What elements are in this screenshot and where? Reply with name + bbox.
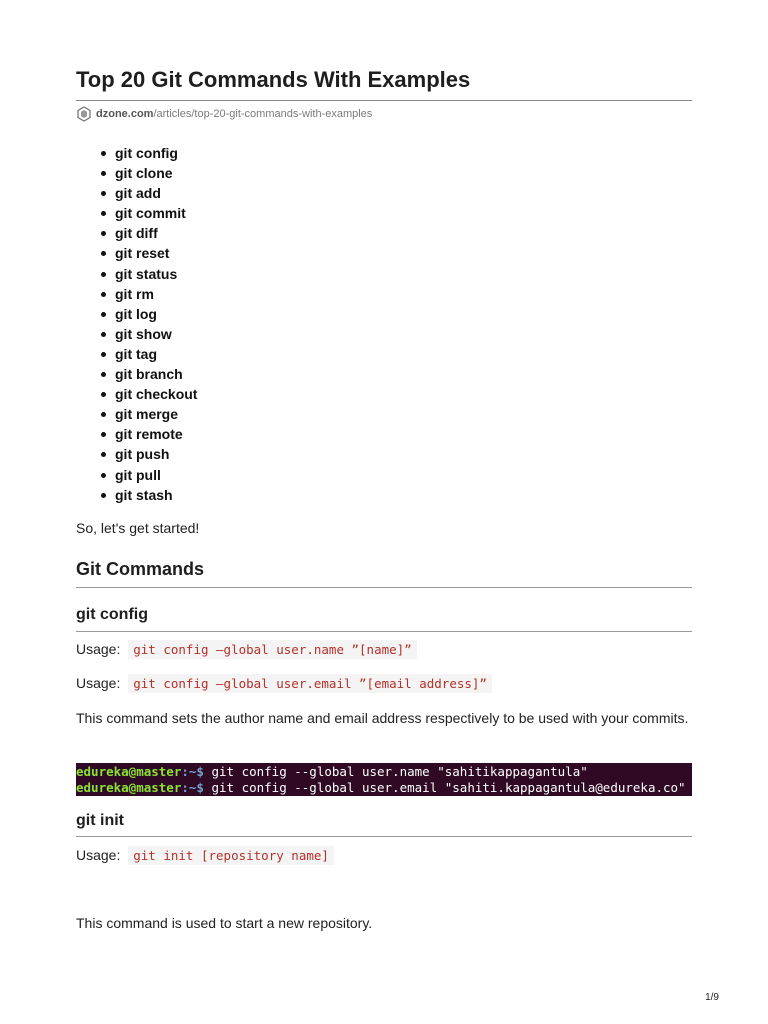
terminal-user: edureka@master	[76, 764, 182, 779]
inline-code: git config –global user.name ”[name]”	[128, 640, 416, 659]
git-init-description: This command is used to start a new repository.	[76, 915, 373, 931]
title-divider	[76, 100, 692, 101]
terminal-prompt: :~$	[181, 780, 204, 795]
source-link[interactable]	[76, 106, 372, 122]
list-item: git clone	[76, 164, 197, 184]
git-init-heading: git init	[76, 812, 124, 829]
section-divider	[76, 587, 692, 588]
list-item: git commit	[76, 204, 197, 224]
terminal-user: edureka@master	[76, 780, 182, 795]
list-item: git merge	[76, 405, 197, 425]
list-item: git remote	[76, 425, 197, 445]
usage-line	[76, 639, 417, 660]
list-item: git tag	[76, 345, 197, 365]
terminal-line	[76, 764, 692, 780]
list-item: git stash	[76, 486, 197, 506]
list-item: git branch	[76, 365, 197, 385]
list-item: git show	[76, 325, 197, 345]
terminal-line	[76, 780, 692, 796]
usage-line	[76, 673, 492, 694]
page-title: Top 20 Git Commands With Examples	[76, 67, 471, 92]
inline-code: git config –global user.email ”[email address]”	[128, 674, 492, 693]
git-config-divider	[76, 631, 692, 632]
list-item: git status	[76, 265, 197, 285]
list-item: git log	[76, 305, 197, 325]
usage-label: Usage:	[76, 847, 121, 863]
git-config-heading: git config	[76, 606, 148, 623]
list-item: git config	[76, 144, 197, 164]
list-item: git checkout	[76, 385, 197, 405]
source-path: /articles/top-20-git-commands-with-examples	[153, 108, 373, 120]
list-item: git rm	[76, 285, 197, 305]
command-list	[76, 144, 197, 506]
section-heading: Git Commands	[76, 559, 205, 579]
list-item: git add	[76, 184, 197, 204]
git-init-divider	[76, 836, 692, 837]
terminal-screenshot	[76, 763, 692, 796]
usage-line	[76, 845, 334, 866]
site-favicon-icon	[76, 106, 92, 122]
terminal-prompt: :~$	[181, 764, 204, 779]
list-item: git reset	[76, 244, 197, 264]
usage-label: Usage:	[76, 675, 121, 691]
list-item: git push	[76, 445, 197, 465]
intro-text: So, let's get started!	[76, 520, 200, 536]
terminal-command: git config --global user.name "sahitikappagantula"	[203, 764, 588, 779]
git-config-description: This command sets the author name and email address respectively to be used with your commits.	[76, 710, 689, 726]
page-number: 1/9	[705, 992, 719, 1003]
terminal-command: git config --global user.email "sahiti.kappagantula@edureka.co"	[203, 780, 686, 795]
usage-label: Usage:	[76, 641, 121, 657]
source-domain: dzone.com	[96, 108, 154, 120]
list-item: git diff	[76, 224, 197, 244]
inline-code: git init [repository name]	[128, 846, 334, 865]
list-item: git pull	[76, 466, 197, 486]
